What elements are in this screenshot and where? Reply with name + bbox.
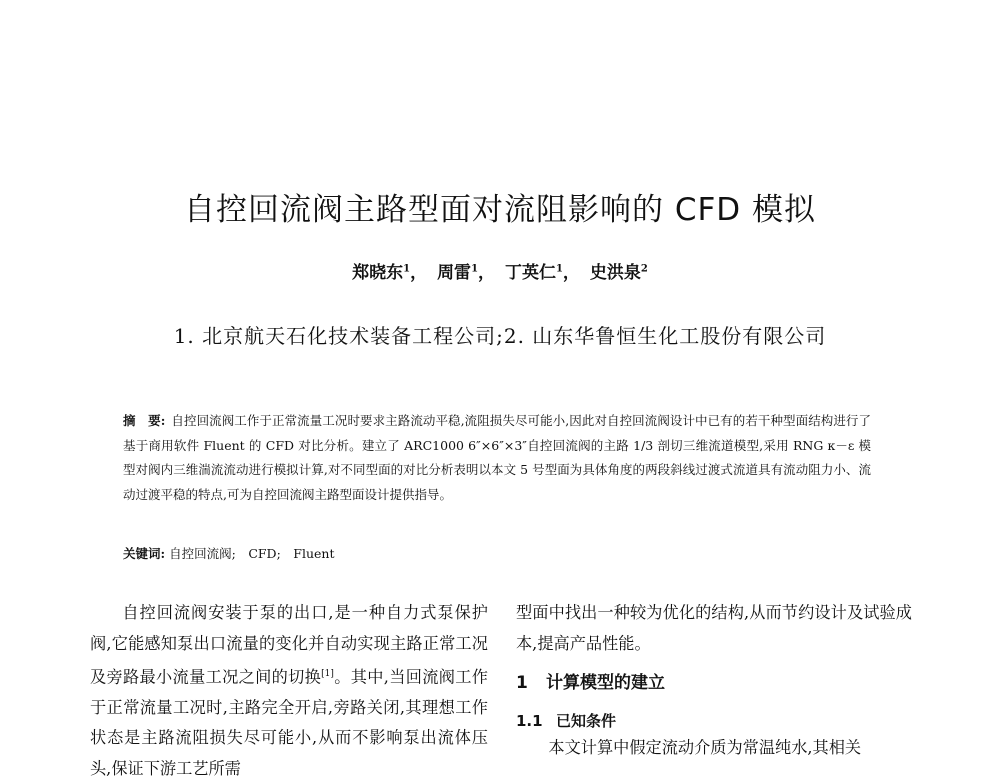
abstract-text: 自控回流阀工作于正常流量工况时要求主路流动平稳,流阻损失尽可能小,因此对自控回流阀设计中已有的若干种型面结构进行了基于商用软件 Fluent 的 CFD 对比分析。建立了 ARC1000 6″×6″×3″自控回流阀的主路 1/3 剖切三维流道模型,采用 RNG κ－ε 模型对阀内三维湍流流动进行模拟计算,对不同型面的对比分析表明以本文 5 号型面为具体角度的两段斜线过渡式流道具有流动阻力小、流动过渡平稳的特点,可为自控回流阀主路型面设计提供指导。	[123, 413, 871, 502]
section-number: 1	[516, 673, 528, 693]
paper-title: 自控回流阀主路型面对流阻影响的 CFD 模拟	[183, 192, 817, 228]
section-title: 计算模型的建立	[546, 673, 665, 693]
keywords-label: 关键词:	[123, 546, 166, 561]
author-affiliation-mark: 1	[555, 263, 563, 275]
author-list	[0, 258, 1000, 283]
body-text: 自控回流阀安装于泵的出口,是一种自力式泵保护阀,它能感知泵出口流量的变化并自动实现主路正常工况及旁路最小流量工况之间的切换	[90, 603, 488, 687]
author	[352, 263, 427, 283]
affiliations: 1. 北京航天石化技术装备工程公司;2. 山东华鲁恒生化工股份有限公司	[173, 324, 827, 348]
author	[437, 263, 495, 283]
subsection-number: 1.1	[516, 712, 543, 730]
body-column-left	[90, 598, 488, 784]
author-affiliation-mark: 2	[640, 263, 648, 275]
subsection-heading	[516, 710, 616, 731]
body-column-right	[516, 598, 912, 659]
body-paragraph	[90, 598, 488, 784]
citation-marker: [1]	[321, 669, 334, 679]
author-separator: ，	[410, 263, 428, 283]
author-name: 周雷	[437, 263, 472, 283]
section-heading	[516, 668, 665, 693]
abstract	[123, 409, 871, 507]
body-paragraph: 型面中找出一种较为优化的结构,从而节约设计及试验成本,提高产品性能。	[516, 603, 912, 653]
author	[590, 263, 648, 283]
body-paragraph: 本文计算中假定流动介质为常温纯水,其相关	[548, 738, 862, 757]
keywords-text: 自控回流阀; CFD; Fluent	[169, 546, 335, 561]
author-name: 史洪泉	[589, 263, 641, 283]
keywords	[123, 544, 871, 562]
author-separator: ，	[562, 263, 580, 283]
abstract-label: 摘 要:	[123, 413, 166, 428]
author-name: 丁英仁	[504, 263, 556, 283]
author-name: 郑晓东	[352, 263, 404, 283]
author-affiliation-mark: 1	[403, 263, 411, 275]
body-text: 。其中,当回流阀工作于正常流量工况时,主路完全开启,旁路关闭,其理想工作状态是主路流阻损失尽可能小,从而不影响泵出流体压头,保证下游工艺所需	[90, 667, 488, 778]
subsection-title: 已知条件	[556, 712, 617, 730]
author	[505, 263, 580, 283]
author-separator: ，	[478, 263, 496, 283]
author-affiliation-mark: 1	[471, 263, 479, 275]
